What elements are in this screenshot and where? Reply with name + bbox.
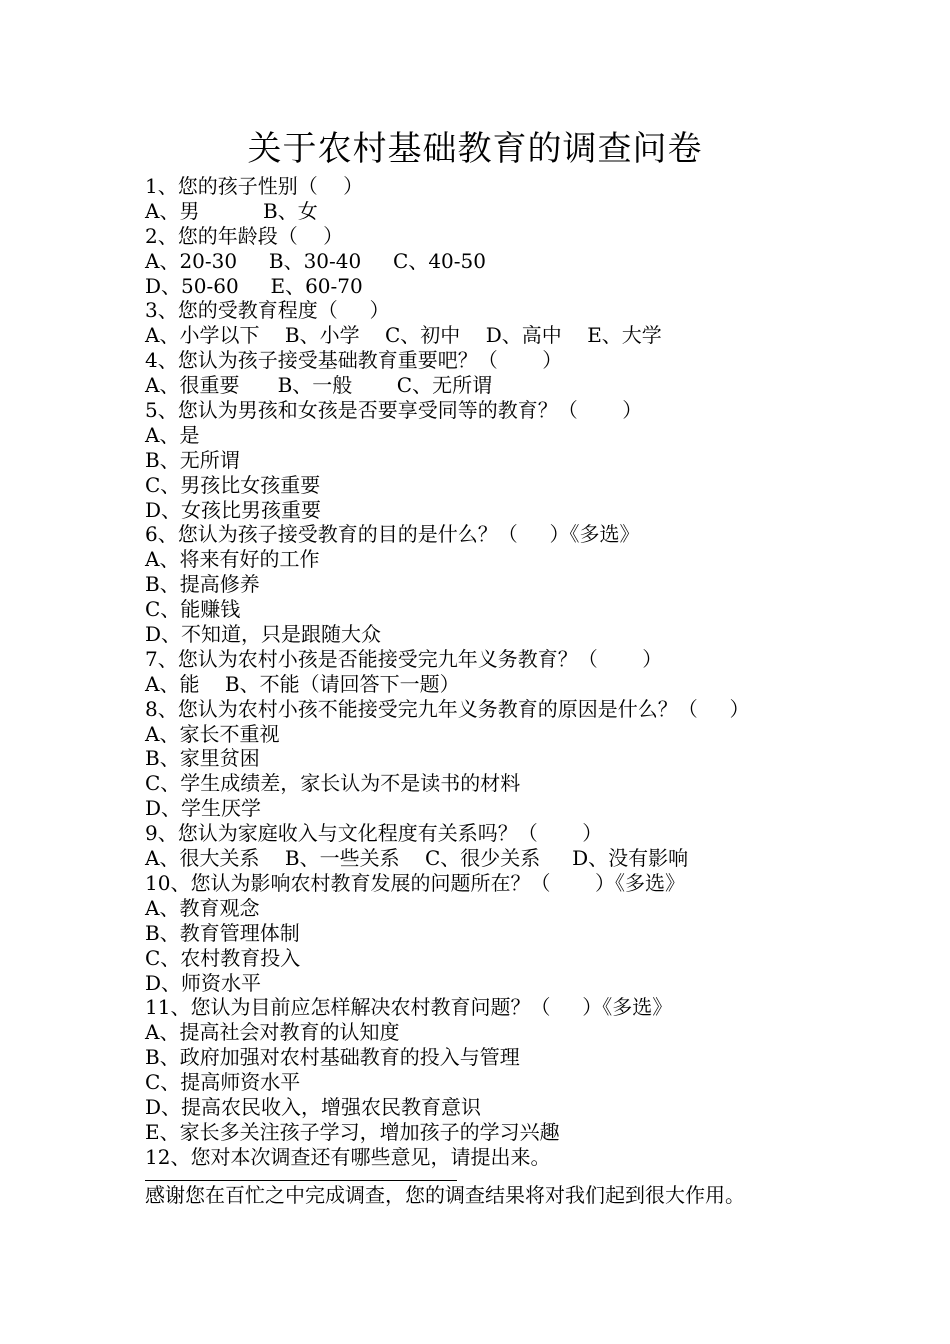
questionnaire-line: D、提高农民收入，增强农民教育意识 bbox=[145, 1094, 482, 1119]
questionnaire-line: 4、您认为孩子接受基础教育重要吧？（ ） bbox=[145, 348, 563, 373]
answer-blank-line bbox=[145, 1180, 457, 1181]
questionnaire-line: 10、您认为影响农村教育发展的问题所在？（ ）《多选》 bbox=[145, 870, 685, 895]
questionnaire-line: B、教育管理体制 bbox=[145, 920, 300, 945]
questionnaire-line: A、20-30 B、30-40 C、40-50 bbox=[145, 248, 486, 273]
questionnaire-line: A、教育观念 bbox=[145, 895, 260, 920]
thank-you-note: 感谢您在百忙之中完成调查，您的调查结果将对我们起到很大作用。 bbox=[145, 1182, 745, 1207]
questionnaire-line: A、男 B、女 bbox=[145, 198, 318, 223]
questionnaire-line: B、无所谓 bbox=[145, 447, 240, 472]
questionnaire-line: 11、您认为目前应怎样解决农村教育问题？（ ）《多选》 bbox=[145, 995, 673, 1020]
questionnaire-line: C、提高师资水平 bbox=[145, 1070, 301, 1095]
questionnaire-line: 3、您的受教育程度（ ） bbox=[145, 298, 390, 323]
questionnaire-line: C、男孩比女孩重要 bbox=[145, 472, 321, 497]
questionnaire-line: A、家长不重视 bbox=[145, 721, 280, 746]
questionnaire-line: 8、您认为农村小孩不能接受完九年义务教育的原因是什么？（ ） bbox=[145, 696, 750, 721]
questionnaire-line: E、家长多关注孩子学习，增加孩子的学习兴趣 bbox=[145, 1119, 560, 1144]
questionnaire-line: 6、您认为孩子接受教育的目的是什么？（ ）《多选》 bbox=[145, 522, 640, 547]
questionnaire-line: D、学生厌学 bbox=[145, 796, 262, 821]
questionnaire-line: A、提高社会对教育的认知度 bbox=[145, 1020, 400, 1045]
questionnaire-line: A、小学以下 B、小学 C、初中 D、高中 E、大学 bbox=[145, 323, 662, 348]
questionnaire-line: C、农村教育投入 bbox=[145, 945, 301, 970]
questionnaire-line: 2、您的年龄段（ ） bbox=[145, 223, 344, 248]
questionnaire-line: A、是 bbox=[145, 422, 200, 447]
questionnaire-line: 5、您认为男孩和女孩是否要享受同等的教育？（ ） bbox=[145, 398, 643, 423]
questionnaire-line: 12、您对本次调查还有哪些意见，请提出来。 bbox=[145, 1144, 551, 1169]
questionnaire-line: A、能 B、不能（请回答下一题） bbox=[145, 671, 460, 696]
questionnaire-line: D、女孩比男孩重要 bbox=[145, 497, 322, 522]
questionnaire-body bbox=[145, 174, 865, 1208]
questionnaire-line: C、能赚钱 bbox=[145, 597, 241, 622]
questionnaire-line: C、学生成绩差，家长认为不是读书的材料 bbox=[145, 771, 521, 796]
questionnaire-line: B、提高修养 bbox=[145, 572, 260, 597]
questionnaire-line: D、50-60 E、60-70 bbox=[145, 273, 363, 298]
questionnaire-line: 1、您的孩子性别（ ） bbox=[145, 174, 364, 198]
questionnaire-line: A、很重要 B、一般 C、无所谓 bbox=[145, 373, 493, 398]
questionnaire-line: A、很大关系 B、一些关系 C、很少关系 D、没有影响 bbox=[145, 846, 689, 871]
document-title: 关于农村基础教育的调查问卷 bbox=[247, 129, 703, 169]
questionnaire-line: B、家里贫困 bbox=[145, 746, 260, 771]
questionnaire-line: A、将来有好的工作 bbox=[145, 547, 320, 572]
questionnaire-line: B、政府加强对农村基础教育的投入与管理 bbox=[145, 1045, 520, 1070]
questionnaire-line: 9、您认为家庭收入与文化程度有关系吗？（ ） bbox=[145, 821, 603, 846]
questionnaire-line: D、师资水平 bbox=[145, 970, 262, 995]
questionnaire-line: 7、您认为农村小孩是否能接受完九年义务教育？（ ） bbox=[145, 646, 663, 671]
questionnaire-line: D、不知道，只是跟随大众 bbox=[145, 622, 382, 647]
